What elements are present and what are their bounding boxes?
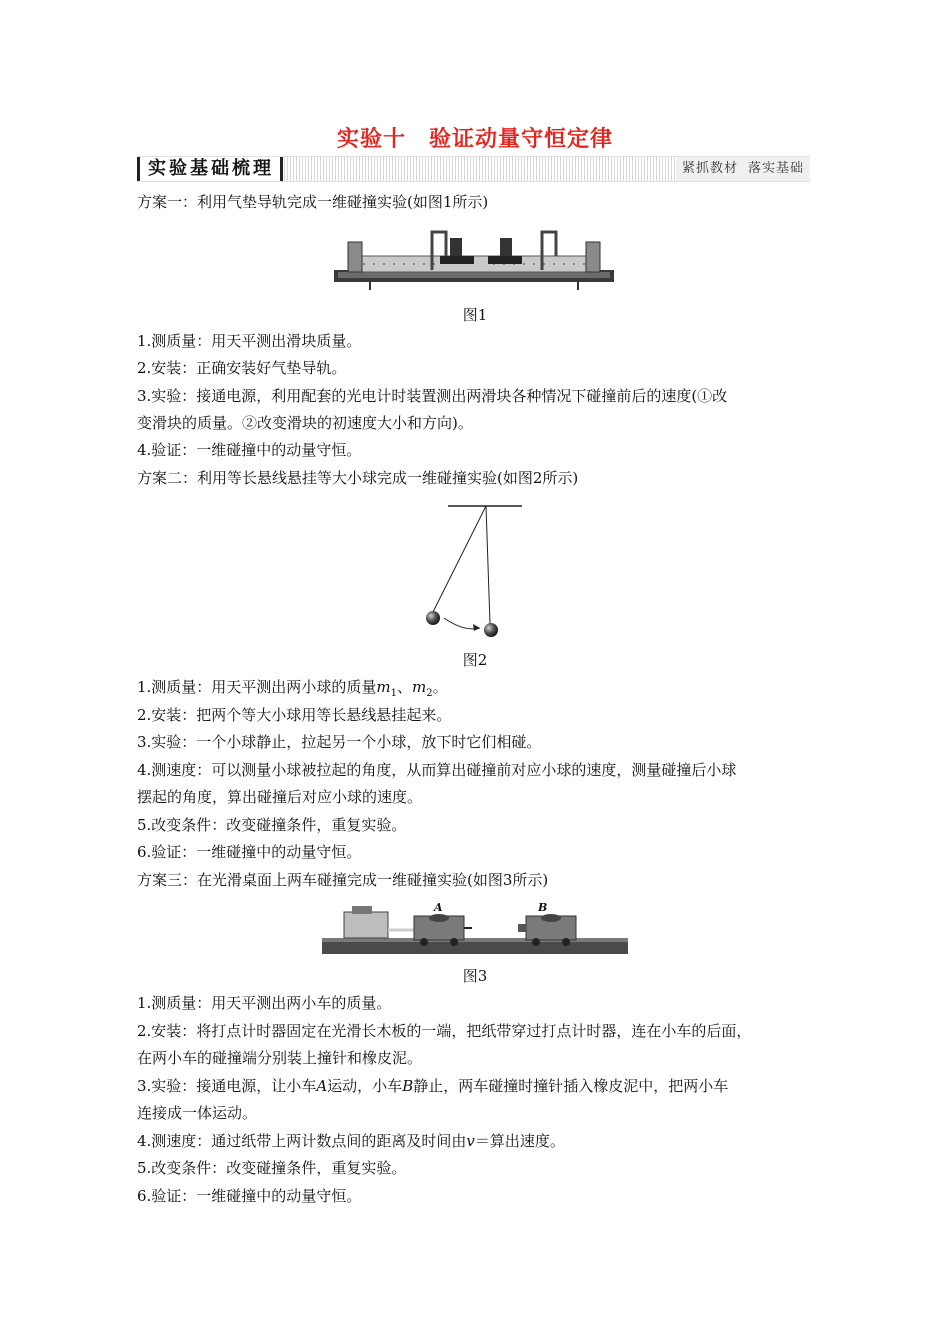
cart-b-label: B <box>538 901 548 914</box>
scheme3-step-3-text-b: 运动，小车 <box>327 1077 403 1095</box>
scheme3-step-6: 6.验证：一维碰撞中的动量守恒。 <box>137 1187 362 1205</box>
mass-m1-subscript: 1 <box>390 688 397 699</box>
scheme2-step-6: 6.验证：一维碰撞中的动量守恒。 <box>137 843 362 861</box>
figure-3-carts <box>322 896 628 958</box>
section-banner-title: 实验基础梳理 <box>137 157 283 181</box>
mass-m1-symbol: m <box>376 678 391 696</box>
scheme1-step-2: 2.安装：正确安装好气垫导轨。 <box>137 359 347 377</box>
scheme3-step-5: 5.改变条件：改变碰撞条件，重复实验。 <box>137 1159 407 1177</box>
scheme3-step-4 <box>137 1131 817 1151</box>
velocity-symbol: v <box>466 1132 475 1150</box>
cart-b-symbol: B <box>402 1077 414 1095</box>
scheme1-step-1: 1.测质量：用天平测出滑块质量。 <box>137 332 362 350</box>
scheme3-step-1: 1.测质量：用天平测出两小车的质量。 <box>137 994 392 1012</box>
scheme1-step-3-cont: 变滑块的质量。②改变滑块的初速度大小和方向)。 <box>137 414 473 432</box>
scheme3-step-2: 2.安装：将打点计时器固定在光滑长木板的一端，把纸带穿过打点计时器，连在小车的后面， <box>137 1022 752 1040</box>
scheme3-step-2-cont: 在两小车的碰撞端分别装上撞针和橡皮泥。 <box>137 1049 423 1067</box>
scheme3-step-3-text-c: 静止，两车碰撞时撞针插入橡皮泥中，把两小车 <box>413 1077 729 1095</box>
scheme2-step-4: 4.测速度：可以测量小球被拉起的角度，从而算出碰撞前对应小球的速度，测量碰撞后小球 <box>137 761 737 779</box>
scheme2-step-5: 5.改变条件：改变碰撞条件，重复实验。 <box>137 816 407 834</box>
cart-a-label: A <box>434 901 443 914</box>
figure-2-caption: 图2 <box>462 651 488 669</box>
scheme1-step-3: 3.实验：接通电源，利用配套的光电计时装置测出两滑块各种情况下碰撞前后的速度(①改 <box>137 387 728 405</box>
scheme2-step-3: 3.实验：一个小球静止，拉起另一个小球，放下时它们相碰。 <box>137 733 542 751</box>
mass-m2-subscript: 2 <box>426 688 433 699</box>
figure-3-caption: 图3 <box>462 967 488 985</box>
scheme3-step-3 <box>137 1076 817 1096</box>
figure-1-air-track <box>334 226 614 298</box>
cart-a-symbol: A <box>316 1077 328 1095</box>
page-title: 实验十 验证动量守恒定律 <box>336 127 613 152</box>
scheme3-step-4-text-a: 4.测速度：通过纸带上两计数点间的距离及时间由 <box>137 1132 467 1150</box>
scheme2-step-4-cont: 摆起的角度，算出碰撞后对应小球的速度。 <box>137 788 423 806</box>
scheme3-step-4-text-b: ＝算出速度。 <box>474 1132 565 1150</box>
scheme3-step-3-cont: 连接成一体运动。 <box>137 1104 258 1122</box>
figure-1-caption: 图1 <box>462 306 488 324</box>
banner-tag-2: 落实基础 <box>747 161 804 176</box>
scheme2-step-2: 2.安装：把两个等大小球用等长悬线悬挂起来。 <box>137 706 452 724</box>
mass-m2-symbol: m <box>411 678 427 696</box>
scheme2-step-1 <box>137 677 817 704</box>
scheme2-step-1-text: 1.测质量：用天平测出两小球的质量 <box>137 678 377 696</box>
scheme1-heading: 方案一：利用气垫导轨完成一维碰撞实验(如图1所示) <box>137 193 489 211</box>
section-banner-tags <box>676 157 810 181</box>
banner-tag-1: 紧抓教材 <box>681 161 738 176</box>
figure-2-pendulum <box>418 500 538 642</box>
mass-separator: 、 <box>396 678 412 696</box>
step-end-punct: 。 <box>432 678 448 696</box>
section-banner <box>137 156 810 182</box>
scheme3-step-3-text-a: 3.实验：接通电源，让小车 <box>137 1077 317 1095</box>
scheme3-heading: 方案三：在光滑桌面上两车碰撞完成一维碰撞实验(如图3所示) <box>137 871 549 889</box>
scheme2-heading: 方案二：利用等长悬线悬挂等大小球完成一维碰撞实验(如图2所示) <box>137 469 579 487</box>
scheme1-step-4: 4.验证：一维碰撞中的动量守恒。 <box>137 441 362 459</box>
